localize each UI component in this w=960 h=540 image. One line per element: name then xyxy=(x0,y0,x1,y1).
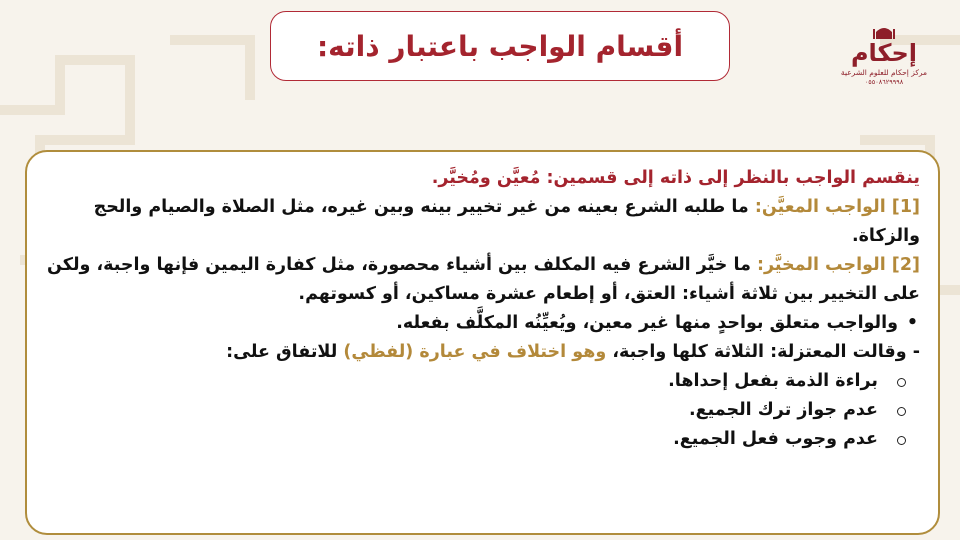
mutazila-lead: وقالت المعتزلة: الثلاثة كلها واجبة، xyxy=(606,342,913,362)
point-1 xyxy=(45,367,920,396)
point-1-text: براءة الذمة بفعل إحداها. xyxy=(668,371,878,391)
logo-phone: ٠٥٥٠٨٦٢٩٩٩٨ xyxy=(864,78,904,86)
point-2 xyxy=(45,396,920,425)
bullet-mark: • xyxy=(906,313,918,333)
item-1-label: [1] الواجب المعيَّن: xyxy=(754,197,920,217)
logo-word: إحكام xyxy=(850,39,918,67)
point-3 xyxy=(45,425,920,454)
logo xyxy=(838,26,930,96)
logo-subtitle: مركز إحكام للعلوم الشرعية xyxy=(840,68,928,77)
point-3-text: عدم وجوب فعل الجميع. xyxy=(673,429,878,449)
item-1 xyxy=(45,193,920,251)
mutazila-line xyxy=(45,338,920,367)
content-text xyxy=(45,164,920,454)
mosque-icon xyxy=(873,26,895,39)
circle-bullet-icon xyxy=(897,436,906,445)
item-2-text: ما خيَّر الشرع فيه المكلف بين أشياء محصورة، مثل كفارة اليمين فإنها واجبة، ولكن على التخيير بين ثلاثة أشياء: العتق، أو إطعام عشرة مساكين، أو كسوتهم. xyxy=(47,255,920,304)
item-1-text: ما طلبه الشرع بعينه من غير تخيير بينه وبين غيره، مثل الصلاة والصيام والحج والزكاة. xyxy=(93,197,920,246)
circle-bullet-icon xyxy=(897,407,906,416)
mutazila-tail: للاتفاق على: xyxy=(226,342,344,362)
intro-line: ينقسم الواجب بالنظر إلى ذاته إلى قسمين: مُعيَّن ومُخيَّر. xyxy=(431,168,920,188)
circle-bullet-icon xyxy=(897,378,906,387)
title-box xyxy=(270,11,730,81)
item-2-label: [2] الواجب المخيَّر: xyxy=(757,255,920,275)
point-2-text: عدم جواز ترك الجميع. xyxy=(689,400,878,420)
content-box xyxy=(25,150,940,535)
bullet-text: والواجب متعلق بواحدٍ منها غير معين، ويُعيِّنُه المكلَّف بفعله. xyxy=(396,313,898,333)
mutazila-highlight: وهو اختلاف في عبارة (لفظي) xyxy=(343,342,607,362)
dash-mark: - xyxy=(912,342,920,362)
item-2 xyxy=(45,251,920,309)
slide-title: أقسام الواجب باعتبار ذاته: xyxy=(316,29,684,63)
bullet-line xyxy=(45,309,920,338)
